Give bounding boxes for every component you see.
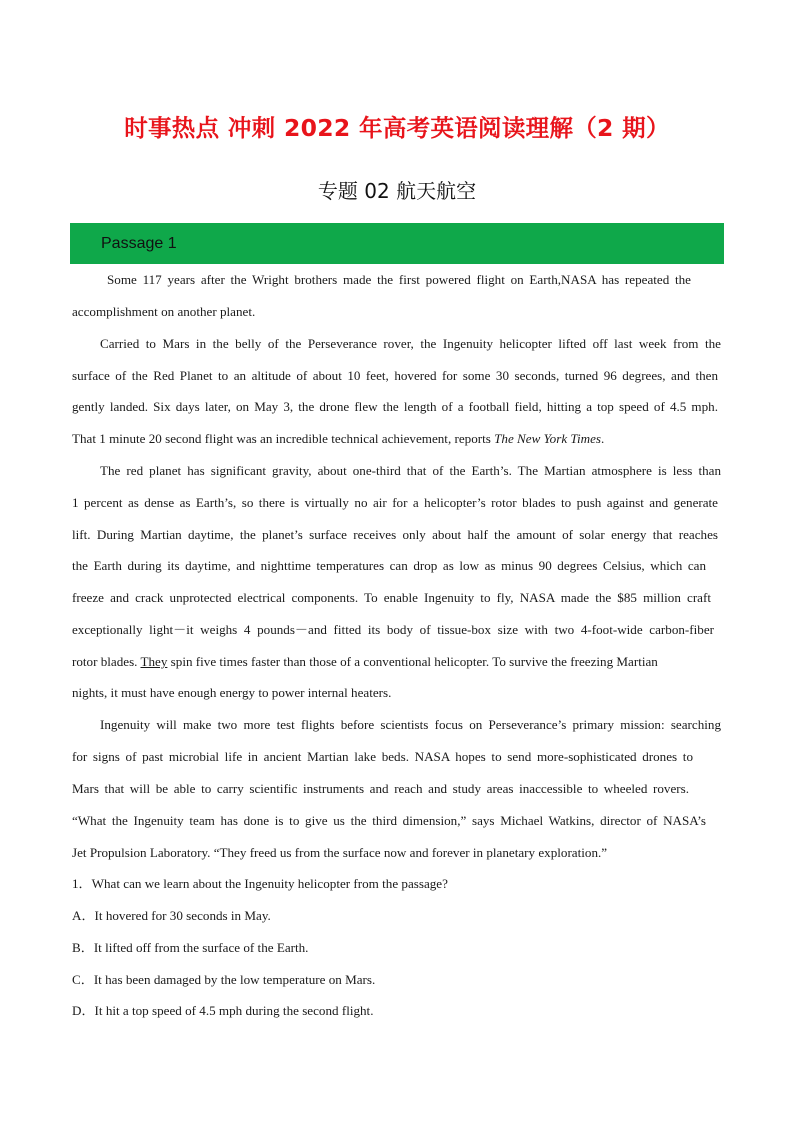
passage-label: Passage 1 [101,235,177,252]
paragraph-3-line-7-start: rotor blades. They spin five times faster than those of a conventional helicopter. To survive the freezing Martian [72,654,658,669]
newspaper-title: The New York Times [494,431,601,446]
paragraph-3-line-4: the Earth during its daytime, and nighttime temperatures can drop as low as minus 90 degrees Celsius, which can [72,558,706,573]
option-d: D．It hit a top speed of 4.5 mph during the second flight. [72,1003,374,1018]
paragraph-2-line-1: Carried to Mars in the belly of the Perseverance rover, the Ingenuity helicopter lifted off last week from the [100,336,721,351]
paragraph-2-line-2: surface of the Red Planet to an altitude of about 10 feet, hovered for some 30 seconds, turned 96 degrees, and then [72,368,718,383]
option-a: A．It hovered for 30 seconds in May. [72,908,271,923]
paragraph-4-line-4: “What the Ingenuity team has done is to give us the third dimension,” says Michael Watkins, director of NASA’s [72,813,706,828]
paragraph-3-line-1: The red planet has significant gravity, about one-third that of the Earth’s. The Martian atmosphere is less than [100,463,721,478]
paragraph-3-line-7 [72,652,700,672]
paragraph-3-line-6: exceptionally light－it weighs 4 pounds－and fitted its body of tissue-box size with two 4-foot-wide carbon-fiber [72,622,714,637]
question-stem: 1．What can we learn about the Ingenuity helicopter from the passage? [72,876,448,891]
paragraph-2-line-4 [72,429,724,449]
paragraph-4-line-1: Ingenuity will make two more test flights before scientists focus on Perseverance’s primary mission: searching [100,717,721,732]
paragraph-4-line-5: Jet Propulsion Laboratory. “They freed us from the surface now and forever in planetary exploration.” [72,845,608,860]
paragraph-4-line-2: for signs of past microbial life in ancient Martian lake beds. NASA hopes to send more-sophisticated drones to [72,749,693,764]
paragraph-1-line-1: Some 117 years after the Wright brothers made the first powered flight on Earth,NASA has repeated the [107,272,691,287]
sentence-period: . [600,431,605,446]
paragraph-3-line-2: 1 percent as dense as Earth’s, so there is virtually no air for a helicopter’s rotor blades to push against and generate [72,495,718,510]
option-b: B．It lifted off from the surface of the Earth. [72,940,309,955]
paragraph-1-line-2: accomplishment on another planet. [72,304,256,319]
paragraph-3-line-8: nights, it must have enough energy to power internal heaters. [72,685,392,700]
paragraph-4-line-3: Mars that will be able to carry scientific instruments and reach and study areas inaccessible to wheeled rovers. [72,781,689,796]
option-c: C．It has been damaged by the low temperature on Mars. [72,972,376,987]
paragraph-2-line-4-text: That 1 minute 20 second flight was an incredible technical achievement, reports [72,431,491,446]
page-subtitle: 专题 02 航天航空 [317,179,477,203]
page-title: 时事热点 冲刺 2022 年高考英语阅读理解（2 期） [124,114,670,142]
paragraph-3-line-3: lift. During Martian daytime, the planet’s surface receives only about half the amount of solar energy that reaches [72,527,718,542]
underlined-pronoun-they: They [140,654,168,669]
paragraph-3-line-5: freeze and crack unprotected electrical components. To enable Ingenuity to fly, NASA made the $85 million craft [72,590,711,605]
passage-header-bar [70,223,724,264]
paragraph-2-line-3: gently landed. Six days later, on May 3, the drone flew the length of a football field, hitting a top speed of 4.5 mph. [72,399,718,414]
